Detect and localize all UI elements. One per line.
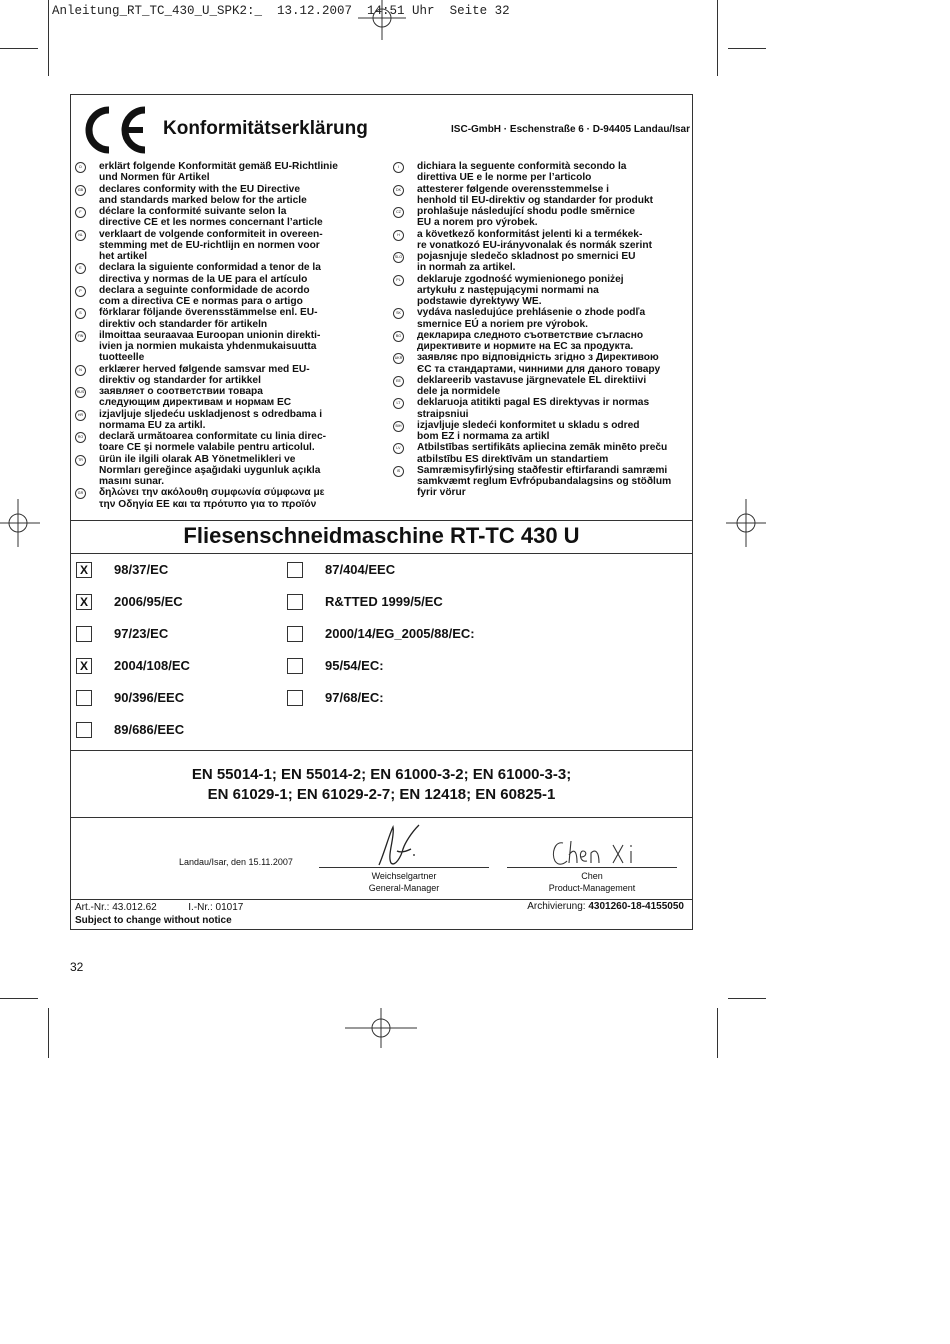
crop-mark — [48, 1008, 49, 1058]
declaration-entry — [393, 184, 691, 207]
language-code-badge: IS — [393, 466, 404, 477]
divider — [71, 817, 692, 818]
directive-label: 2004/108/EC — [114, 658, 190, 673]
declaration-entry — [75, 330, 365, 364]
declaration-text: erklærer herved følgende samsvar med EU- direktiv og standarder for artikkel — [99, 363, 310, 386]
signatory-left-role: General-Manager — [368, 883, 440, 893]
declaration-entry — [75, 184, 365, 207]
language-code-badge: FIN — [75, 331, 86, 342]
directive-checkbox[interactable]: X — [76, 562, 92, 578]
signatory-right-name: Chen — [581, 871, 603, 881]
declaration-entry — [393, 206, 691, 229]
language-code-badge: NL — [75, 230, 86, 241]
declaration-entry — [75, 285, 365, 308]
divider — [71, 750, 692, 751]
declaration-text: ilmoittaa seuraavaa Euroopan unionin direkti- ivien ja normien mukaista yhdenmukaisuutta tuotteelle — [99, 329, 321, 364]
declaration-text: declara la siguiente conformidad a tenor de la directiva y normas de la UE para el artículo — [99, 262, 321, 285]
directive-label: R&TTED 1999/5/EC — [325, 594, 443, 609]
directive-label: 87/404/EEC — [325, 562, 396, 577]
crop-mark — [0, 998, 38, 999]
declaration-text: deklareerib vastavuse järgnevatele EL direktiivi dele ja normidele — [417, 374, 647, 397]
declaration-text: δηλώνει την ακόλουθη συμφωνία σύμφωνα με την Οδηγία ΕΕ και τα πρότυπο για το προϊόν — [99, 487, 325, 510]
declaration-entry — [75, 307, 365, 330]
declaration-text: декларира следното съответствие съгласно директивите и нормите на ЕС за продукта. — [417, 329, 644, 352]
divider — [71, 520, 692, 521]
declaration-text: Atbilstības sertifikāts apliecina zemāk minēto preču atbilstību ES direktīvām un standartiem — [417, 442, 668, 465]
signatory-right-role: Product-Management — [548, 883, 636, 893]
language-code-badge: RO — [75, 432, 86, 443]
signature-weichselgartner-icon — [367, 821, 431, 871]
declaration-entry — [75, 487, 365, 510]
declaration-text: erklärt folgende Konformität gemäß EU-Richtlinie und Normen für Artikel — [99, 161, 338, 184]
declaration-entry — [75, 386, 365, 409]
declaration-text: a következő konformitást jelenti ki a termékek- re vonatkozó EU-irányvonalak és normák szerint — [417, 228, 652, 251]
language-code-badge: F — [75, 207, 86, 218]
declaration-text: förklarar följande överensstämmelse enl. EU- direktiv och standarder för artikeln — [99, 307, 318, 330]
declaration-entry — [393, 274, 691, 308]
declaration-text: dichiara la seguente conformità secondo la direttiva UE e le norme per l’articolo — [417, 161, 627, 184]
directive-label: 2000/14/EG_2005/88/EC: — [325, 626, 475, 641]
declaration-entry — [393, 330, 691, 353]
language-code-badge: SK — [393, 308, 404, 319]
declaration-entry — [393, 251, 691, 274]
language-code-badge: I — [393, 162, 404, 173]
declaration-entry — [75, 229, 365, 263]
directive-label: 89/686/EEC — [114, 722, 185, 737]
declaration-text: pojasnjuje sledečo skladnost po smernici EU in normah za artikel. — [417, 251, 636, 274]
applied-standards — [71, 765, 692, 805]
directive-checkbox[interactable] — [287, 626, 303, 642]
crop-mark — [728, 998, 766, 999]
declaration-entry — [393, 465, 691, 499]
registration-mark-icon — [358, 0, 406, 40]
language-code-badge: GR — [75, 488, 86, 499]
declaration-entry — [393, 420, 691, 443]
standards-line-1: EN 55014-1; EN 55014-2; EN 61000-3-2; EN 61000-3-3; — [191, 766, 572, 783]
declaration-entry — [75, 206, 365, 229]
declaration-entry — [75, 262, 365, 285]
divider — [71, 553, 692, 554]
declaration-entry — [393, 161, 691, 184]
declaration-text: ürün ile ilgili olarak AB Yönetmelikleri ve Normları gereğince aşağıdaki uygunluk açıkla masını sunar. — [99, 453, 321, 487]
declaration-text: izjavljuje sljedeću uskladjenost s odredbama i normama EU za artikl. — [99, 408, 323, 431]
declaration-text: deklaruoja atitikti pagal ES direktyvas ir normas straipsniui — [417, 397, 650, 420]
language-code-badge: EE — [393, 376, 404, 387]
declarations-left-column — [75, 161, 365, 510]
declaration-entry — [393, 307, 691, 330]
language-code-badge: DK — [393, 185, 404, 196]
declaration-text: declară următoarea conformitate cu linia direc- toare CE şi normele valabile pentru articolul. — [99, 431, 327, 454]
crop-mark — [717, 0, 718, 76]
registration-mark-icon — [726, 499, 766, 547]
document-title: Konformitätserklärung — [163, 118, 368, 139]
language-code-badge: PL — [393, 275, 404, 286]
company-address: ISC-GmbH · Eschenstraße 6 · D-94405 Landau/Isar — [451, 124, 690, 135]
language-code-badge: GB — [75, 185, 86, 196]
declaration-entry — [393, 442, 691, 465]
signatory-right — [507, 870, 677, 894]
article-number: Art.-Nr.: 43.012.62 — [75, 902, 157, 913]
directive-label: 97/23/EC — [114, 626, 169, 641]
directive-checkbox[interactable] — [76, 690, 92, 706]
declaration-text: izjavljuje sledeći konformitet u skladu s odred bom EZ i normama za artikl — [417, 419, 640, 442]
language-code-badge: P — [75, 286, 86, 297]
directive-checkbox[interactable]: X — [76, 658, 92, 674]
directive-label: 95/54/EC: — [325, 658, 384, 673]
declaration-text: déclare la conformité suivante selon la directive CE et les normes concernant l’article — [99, 206, 323, 229]
signature-chen-icon — [547, 835, 647, 871]
declaration-text: prohlašuje následující shodu podle směrnice EU a norem pro výrobek. — [417, 206, 635, 229]
language-code-badge: HR — [75, 410, 86, 421]
declaration-frame — [70, 94, 693, 930]
archive-label: Archivierung: — [527, 901, 589, 912]
declaration-text: declares conformity with the EU Directive and standards marked below for the article — [99, 183, 307, 206]
declaration-text: verklaart de volgende conformiteit in overeen- stemming met de EU-richtlijn en normen voor het artikel — [99, 228, 323, 262]
standards-line-2: EN 61029-1; EN 61029-2-7; EN 12418; EN 60825-1 — [207, 786, 556, 803]
directive-checkbox[interactable] — [287, 658, 303, 674]
language-code-badge: BG — [393, 331, 404, 342]
directive-checkbox[interactable] — [76, 722, 92, 738]
declaration-entry — [75, 454, 365, 488]
ce-mark-icon — [83, 105, 149, 155]
declaration-entry — [75, 431, 365, 454]
language-code-badge: LV — [393, 443, 404, 454]
crop-mark — [48, 0, 49, 76]
language-code-badge: TR — [75, 455, 86, 466]
declaration-entry — [75, 364, 365, 387]
directive-label: 90/396/EEC — [114, 690, 185, 705]
identification-number: I.-Nr.: 01017 — [188, 902, 244, 913]
language-code-badge: E — [75, 263, 86, 274]
declaration-entry — [393, 375, 691, 398]
signatory-left — [319, 870, 489, 894]
language-code-badge: RUS — [75, 387, 86, 398]
product-title: Fliesenschneidmaschine RT-TC 430 U — [183, 523, 580, 548]
language-code-badge: S — [75, 308, 86, 319]
declaration-text: attesterer følgende overensstemmelse i henhold til EU-direktiv og standarder for produkt — [417, 183, 654, 206]
language-code-badge: N — [75, 365, 86, 376]
declaration-entry — [75, 409, 365, 432]
language-code-badge: CZ — [393, 207, 404, 218]
directive-label: 98/37/EC — [114, 562, 169, 577]
directive-checkbox[interactable] — [287, 594, 303, 610]
directive-checkbox[interactable]: X — [76, 594, 92, 610]
declaration-entry — [393, 397, 691, 420]
directive-checkbox[interactable] — [287, 562, 303, 578]
archive-info — [527, 901, 684, 912]
language-code-badge: BIH — [393, 421, 404, 432]
directive-label: 97/68/EC: — [325, 690, 384, 705]
declaration-text: declara a seguinte conformidade de acordo com a directiva CE e normas para o artigo — [99, 284, 310, 307]
crop-mark — [0, 48, 38, 49]
archive-number: 4301260-18-4155050 — [588, 901, 684, 912]
directive-checkbox[interactable] — [76, 626, 92, 642]
language-code-badge: D — [75, 162, 86, 173]
declaration-text: заявляє про відповідність згідно з Директивою ЄС та стандартами, чинними для даного товару — [417, 352, 661, 375]
declaration-text: Samræmisyfirlýsing staðfestir eftirfarandi samræmi samkvæmt reglum Evfrópubandalagsins og stöðlum fyrir vörur — [417, 464, 672, 499]
declaration-text: deklaruje zgodność wymienionego poniżej artykułu z następującymi normami na podstawie dyrektywy WE. — [417, 273, 624, 307]
page-number: 32 — [70, 960, 84, 974]
declaration-entry — [393, 229, 691, 252]
declaration-entry — [75, 161, 365, 184]
footer-left — [75, 901, 243, 927]
signatory-left-name: Weichselgartner — [371, 871, 437, 881]
declaration-entry — [393, 352, 691, 375]
divider — [71, 899, 692, 900]
declaration-text: заявляет о соответствии товара следующим директивам и нормам ЕС — [99, 386, 292, 409]
declarations-right-column — [393, 161, 691, 499]
place-and-date: Landau/Isar, den 15.11.2007 — [179, 857, 293, 867]
signature-line-left — [319, 867, 489, 868]
directive-label: 2006/95/EC — [114, 594, 183, 609]
crop-mark — [717, 1008, 718, 1058]
directive-checkbox[interactable] — [287, 690, 303, 706]
language-code-badge: LT — [393, 398, 404, 409]
print-slug-line: Anleitung_RT_TC_430_U_SPK2:_ 13.12.2007 14:51 Uhr Seite 32 — [52, 4, 510, 18]
language-code-badge: SLO — [393, 252, 404, 263]
language-code-badge: H — [393, 230, 404, 241]
language-code-badge: UKR — [393, 353, 404, 364]
declaration-text: vydáva nasledujúce prehlásenie o zhode podľa smernice EÚ a noriem pre výrobok. — [417, 307, 646, 330]
crop-mark — [728, 48, 766, 49]
registration-mark-icon — [345, 1008, 417, 1048]
registration-mark-icon — [0, 499, 40, 547]
change-notice: Subject to change without notice — [75, 915, 232, 926]
signature-line-right — [507, 867, 677, 868]
